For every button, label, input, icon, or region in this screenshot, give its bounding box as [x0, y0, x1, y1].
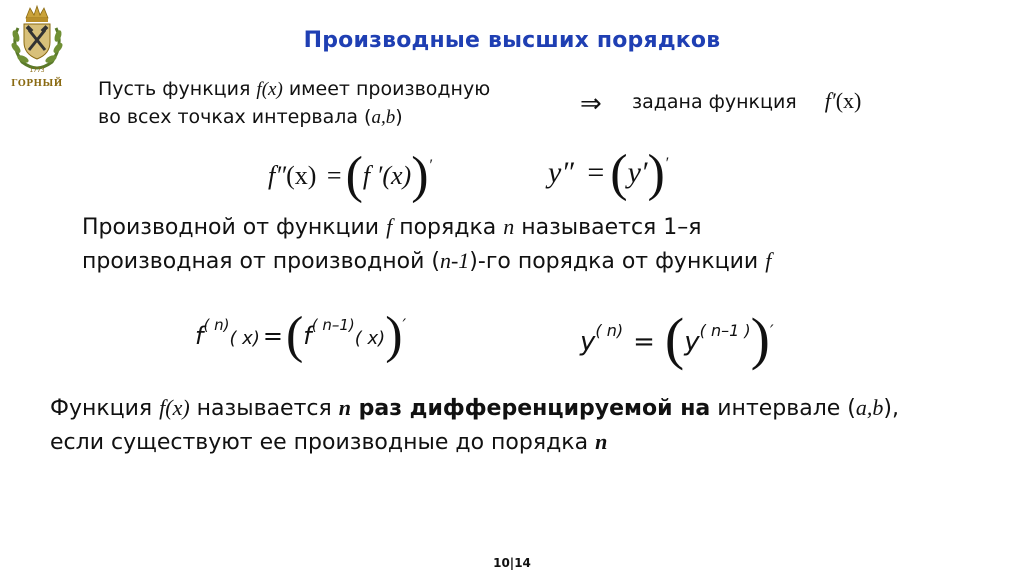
logo-year: 1773 [29, 67, 45, 74]
f-of-x: f(x) [256, 79, 283, 100]
interval: a,b [371, 107, 396, 128]
definition-line-2: производная от производной (n-1)-го порядка от функции f [82, 248, 772, 274]
second-derivative-formula-y: y″ = (y′)′ [548, 145, 669, 202]
given-expression: f′(x) [824, 88, 862, 113]
second-derivative-formula-f: f″(x) =(f ′(x))′ [268, 147, 433, 204]
intro-text: Пусть функция [98, 78, 257, 100]
given-function [632, 88, 861, 115]
implies-symbol: ⇒ [580, 89, 602, 119]
intro-text: имеет производную [282, 78, 491, 100]
intro-text: ) [395, 106, 403, 128]
nth-derivative-formula-f: $f^{( n)}$( $x) =(f^{( n-1)}$( x))′ [195, 307, 407, 364]
given-text: задана функция [632, 91, 797, 113]
definition-line-1: Производной от функции f порядка n называется 1–я [82, 214, 702, 240]
page-number: 10|14 [493, 556, 531, 570]
final-line-2: если существуют ее производные до порядка n [50, 429, 608, 455]
final-line-1: Функция f(x) называется n раз дифференцируемой на интервале (a,b), [50, 395, 899, 421]
logo-caption: ГОРНЫЙ [11, 79, 63, 89]
page-title: Производные высших порядков [303, 28, 721, 53]
nth-derivative-formula-y: $y^{( n)} = (y^{( n-1 )})'$ [580, 306, 774, 371]
intro-line-2 [98, 105, 403, 130]
intro-line-1 [98, 77, 490, 102]
intro-text: во всех точках интервала ( [98, 106, 372, 128]
